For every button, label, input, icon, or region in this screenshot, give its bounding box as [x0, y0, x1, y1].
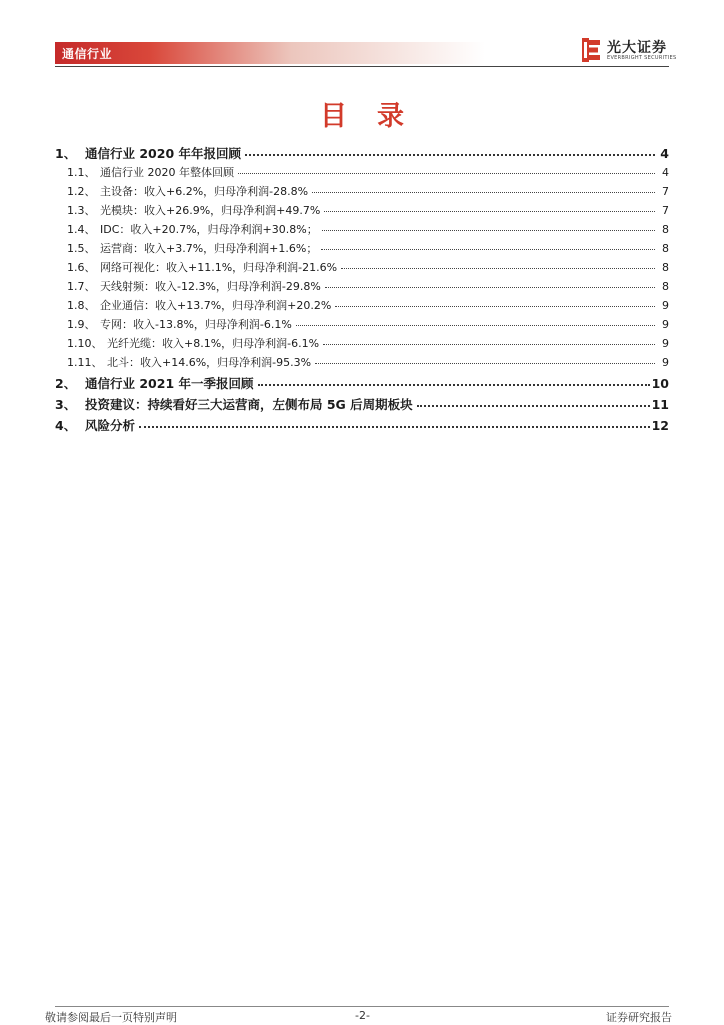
toc-entry-level2[interactable] [55, 354, 669, 373]
logo-text-en: EVERBRIGHT SECURITIES [607, 55, 677, 61]
toc-entry-number: 1.11、 [67, 356, 103, 369]
toc-entry-number: 3、 [55, 397, 77, 412]
toc-entry-title: 运营商：收入+3.7%，归母净利润+1.6%； [100, 242, 318, 255]
toc-entry-number: 1.8、 [67, 299, 96, 312]
toc-entry-level2[interactable] [55, 221, 669, 240]
toc-entry-page: 9 [662, 299, 669, 312]
toc-entry-title: 通信行业 2020 年整体回顾 [100, 166, 234, 179]
toc-entry-level1[interactable] [55, 144, 669, 164]
footer-disclaimer: 敬请参阅最后一页特别声明 [45, 1011, 177, 1024]
toc-entry-number: 1.3、 [67, 204, 96, 217]
toc-entry-page: 9 [662, 318, 669, 331]
toc-entry-number: 1.7、 [67, 280, 96, 293]
toc-entry-title: 光纤光缆：收入+8.1%，归母净利润-6.1% [107, 337, 320, 350]
toc-dot-leader [312, 183, 655, 193]
toc-entry-title: IDC：收入+20.7%，归母净利润+30.8%； [100, 223, 318, 236]
toc-dot-leader [258, 374, 650, 386]
toc-entry-level2[interactable] [55, 316, 669, 335]
toc-entry-title: 主设备：收入+6.2%，归母净利润-28.8% [100, 185, 309, 198]
page-number: -2- [355, 1009, 370, 1022]
toc-entry-page: 12 [651, 418, 669, 433]
toc-entry-level1[interactable] [55, 374, 669, 394]
toc-dot-leader [417, 395, 650, 407]
header-divider [55, 66, 669, 67]
toc-entry-title: 天线射频：收入-12.3%，归母净利润-29.8% [100, 280, 321, 293]
toc-entry-page: 9 [662, 337, 669, 350]
toc-dot-leader [238, 164, 655, 174]
toc-entry-number: 1.6、 [67, 261, 96, 274]
toc-dot-leader [315, 354, 655, 364]
toc-entry-level2[interactable] [55, 240, 669, 259]
toc-entry-level2[interactable] [55, 297, 669, 316]
toc-entry-title: 网络可视化：收入+11.1%，归母净利润-21.6% [100, 261, 338, 274]
toc-entry-number: 2、 [55, 376, 77, 391]
toc-entry-page: 8 [662, 280, 669, 293]
company-logo [580, 36, 677, 64]
toc-dot-leader [341, 259, 655, 269]
header-band [55, 42, 485, 64]
toc-entry-page: 4 [660, 146, 669, 161]
toc-entry-number: 1.10、 [67, 337, 103, 350]
toc-entry-page: 7 [662, 185, 669, 198]
toc-entry-number: 1.2、 [67, 185, 96, 198]
toc-entry-page: 7 [662, 204, 669, 217]
toc-dot-leader [324, 202, 655, 212]
toc-dot-leader [296, 316, 655, 326]
toc-entry-level1[interactable] [55, 395, 669, 415]
toc-entry-title: 北斗：收入+14.6%，归母净利润-95.3% [107, 356, 312, 369]
toc-entry-level2[interactable] [55, 183, 669, 202]
toc-entry-page: 8 [662, 223, 669, 236]
table-of-contents [55, 144, 669, 436]
toc-entry-number: 1、 [55, 146, 77, 161]
toc-entry-level2[interactable] [55, 278, 669, 297]
toc-entry-number: 1.1、 [67, 166, 96, 179]
toc-dot-leader [335, 297, 655, 307]
toc-entry-title: 专网：收入-13.8%，归母净利润-6.1% [100, 318, 292, 331]
toc-entry-title: 投资建议：持续看好三大运营商，左侧布局 5G 后周期板块 [85, 397, 413, 412]
toc-entry-page: 8 [662, 242, 669, 255]
toc-entry-page: 11 [651, 397, 669, 412]
toc-entry-level2[interactable] [55, 164, 669, 183]
toc-entry-number: 1.4、 [67, 223, 96, 236]
toc-entry-number: 1.5、 [67, 242, 96, 255]
logo-text-cn: 光大证券 [607, 40, 667, 56]
toc-entry-level1[interactable] [55, 416, 669, 436]
page-title: 目录 [320, 101, 434, 132]
toc-dot-leader [245, 144, 655, 156]
toc-entry-number: 1.9、 [67, 318, 96, 331]
toc-entry-page: 8 [662, 261, 669, 274]
toc-entry-title: 通信行业 2020 年年报回顾 [85, 146, 241, 161]
footer-report-type: 证券研究报告 [606, 1011, 672, 1024]
toc-entry-number: 4、 [55, 418, 77, 433]
toc-dot-leader [321, 240, 655, 250]
footer-divider [55, 1006, 669, 1007]
toc-dot-leader [322, 221, 655, 231]
toc-entry-title: 光模块：收入+26.9%，归母净利润+49.7% [100, 204, 321, 217]
logo-mark-icon [580, 38, 602, 62]
toc-entry-title: 通信行业 2021 年一季报回顾 [85, 376, 254, 391]
toc-entry-page: 10 [651, 376, 669, 391]
toc-dot-leader [325, 278, 655, 288]
section-label: 通信行业 [62, 47, 113, 61]
toc-dot-leader [139, 416, 650, 428]
toc-entry-page: 9 [662, 356, 669, 369]
toc-dot-leader [323, 335, 655, 345]
toc-entry-level2[interactable] [55, 335, 669, 354]
toc-entry-level2[interactable] [55, 202, 669, 221]
toc-entry-level2[interactable] [55, 259, 669, 278]
toc-entry-page: 4 [662, 166, 669, 179]
toc-entry-title: 企业通信：收入+13.7%，归母净利润+20.2% [100, 299, 332, 312]
toc-entry-title: 风险分析 [85, 418, 136, 433]
